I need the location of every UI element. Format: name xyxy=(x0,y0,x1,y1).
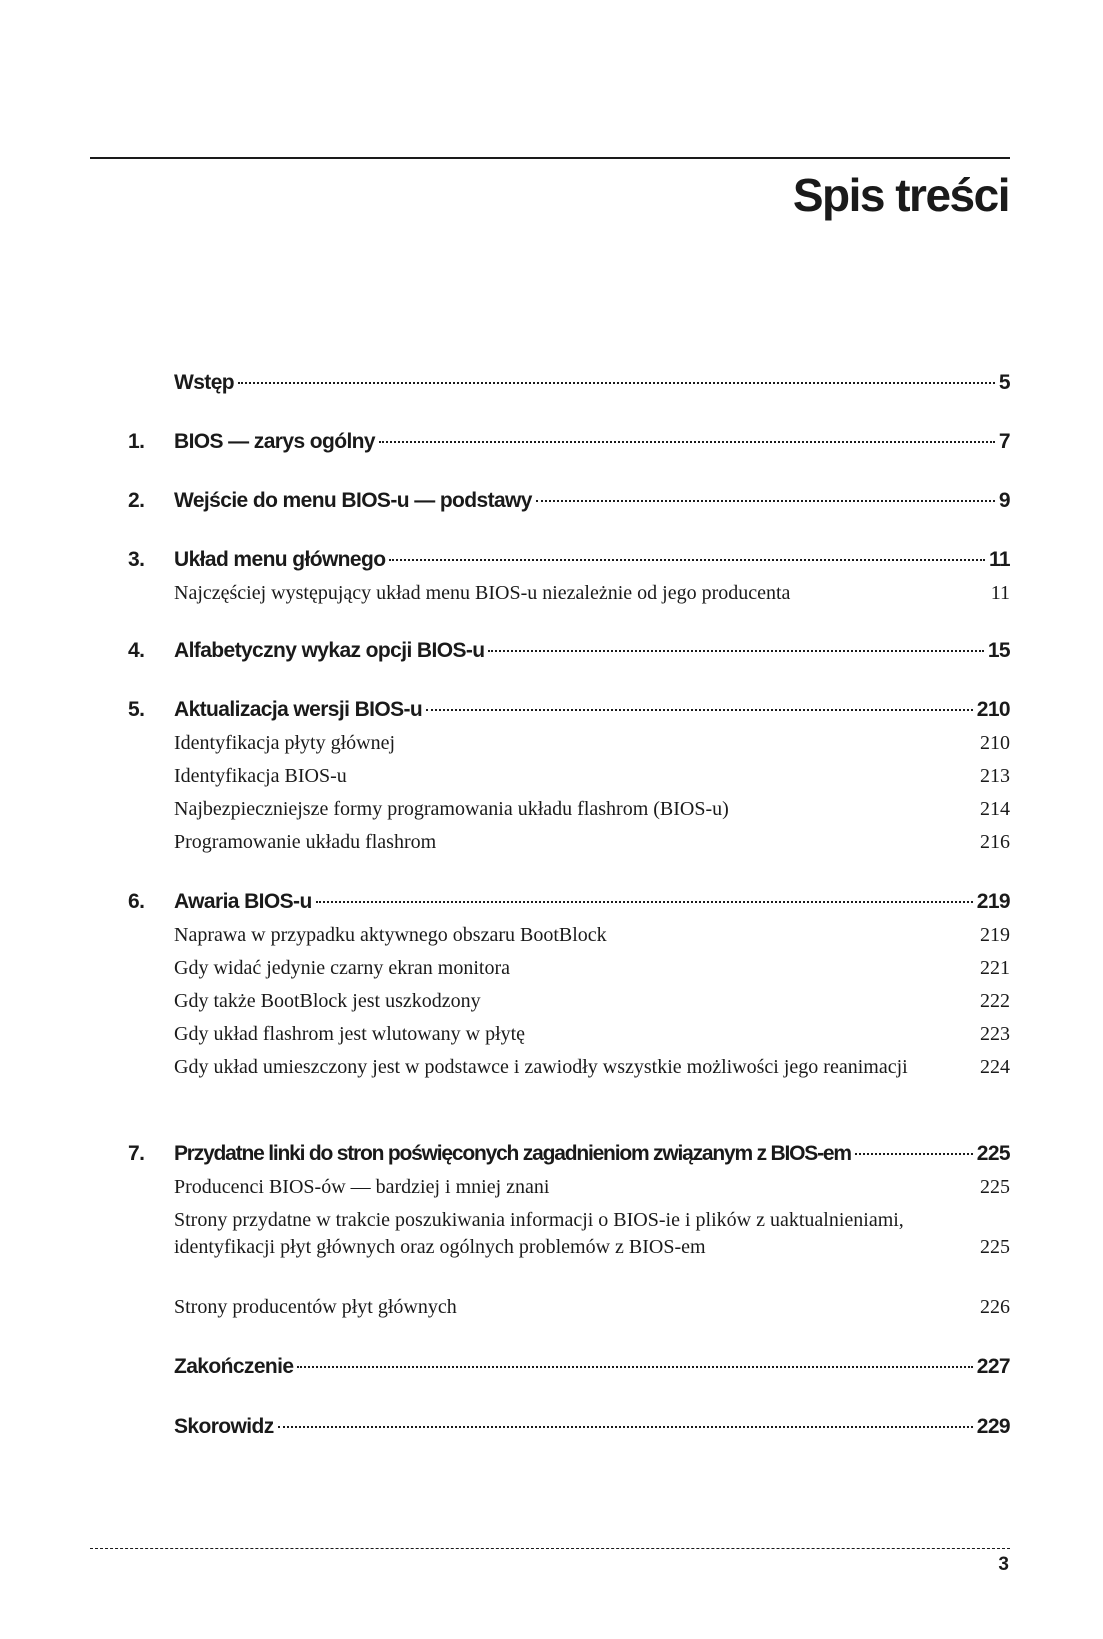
toc-entry-chapter-4[interactable] xyxy=(90,637,1010,665)
page-title: Spis treści xyxy=(792,169,1009,221)
subentry-title: Strony przydatne w trakcie poszukiwania informacji o BIOS-ie i plików z uaktualnieniami, identyfikacji płyt głównych oraz ogólnych problemów z BIOS-em xyxy=(174,1209,904,1258)
toc-subentry[interactable] xyxy=(174,922,1010,949)
toc-subentry[interactable] xyxy=(174,796,1010,823)
subentry-page: 225 xyxy=(980,1176,1010,1198)
dot-leader xyxy=(536,500,995,502)
chapter-number: 2. xyxy=(128,489,145,512)
toc-entry-chapter-6[interactable] xyxy=(90,888,1010,916)
subentry-page: 216 xyxy=(980,831,1010,853)
chapter-page: 15 xyxy=(987,639,1010,662)
subentry-title: Strony producentów płyt głównych xyxy=(174,1296,457,1318)
toc-subentry[interactable] xyxy=(174,988,1010,1015)
chapter-number: 6. xyxy=(128,890,145,913)
dot-leader xyxy=(379,441,995,443)
subentry-page: 225 xyxy=(980,1236,1010,1258)
dot-leader xyxy=(855,1153,973,1155)
toc-subentry[interactable] xyxy=(174,730,1010,757)
top-rule xyxy=(90,157,1010,159)
toc-entry-index[interactable] xyxy=(90,1413,1010,1441)
chapter-title: Wstęp xyxy=(174,371,235,394)
chapter-page: 219 xyxy=(976,890,1010,913)
chapter-number: 4. xyxy=(128,639,145,662)
chapter-page: 5 xyxy=(998,371,1010,394)
subentry-title: Programowanie układu flashrom xyxy=(174,831,437,853)
subentry-title: Najbezpieczniejsze formy programowania układu flashrom (BIOS-u) xyxy=(174,798,729,820)
subentry-title: Identyfikacja płyty głównej xyxy=(174,732,396,754)
toc-subentry[interactable] xyxy=(174,1174,1010,1201)
chapter-page: 210 xyxy=(976,698,1010,721)
subentry-page: 222 xyxy=(980,990,1010,1012)
chapter-title: Alfabetyczny wykaz opcji BIOS-u xyxy=(174,639,485,662)
toc-entry-chapter-2[interactable] xyxy=(90,487,1010,515)
chapter-title: Układ menu głównego xyxy=(174,548,386,571)
toc-subentry[interactable] xyxy=(174,829,1010,856)
subentry-title: Naprawa w przypadku aktywnego obszaru BootBlock xyxy=(174,924,607,946)
toc-subentry[interactable] xyxy=(174,580,1010,607)
toc-entry-intro[interactable] xyxy=(90,369,1010,397)
chapter-number: 3. xyxy=(128,548,145,571)
chapter-number: 1. xyxy=(128,430,145,453)
page-number: 3 xyxy=(998,1554,1009,1575)
chapter-title: Aktualizacja wersji BIOS-u xyxy=(174,698,423,721)
dot-leader xyxy=(316,901,973,903)
subentry-title: Identyfikacja BIOS-u xyxy=(174,765,347,787)
toc-subentry[interactable] xyxy=(174,1021,1010,1048)
dot-leader xyxy=(488,650,983,652)
chapter-title: Zakończenie xyxy=(174,1355,294,1378)
dot-leader xyxy=(426,709,973,711)
subentry-page: 219 xyxy=(980,924,1010,946)
toc-subentry[interactable] xyxy=(174,763,1010,790)
chapter-title: Skorowidz xyxy=(174,1415,274,1438)
subentry-title: Gdy także BootBlock jest uszkodzony xyxy=(174,990,481,1012)
toc-entry-chapter-5[interactable] xyxy=(90,696,1010,724)
subentry-page: 210 xyxy=(980,732,1010,754)
chapter-number: 5. xyxy=(128,698,145,721)
chapter-page: 11 xyxy=(989,548,1010,571)
dot-leader xyxy=(297,1366,972,1368)
subentry-title: Gdy widać jedynie czarny ekran monitora xyxy=(174,957,510,979)
chapter-page: 227 xyxy=(976,1355,1010,1378)
toc-subentry[interactable] xyxy=(174,1294,1010,1321)
subentry-title: Producenci BIOS-ów — bardziej i mniej znani xyxy=(174,1176,550,1198)
subentry-page: 224 xyxy=(980,1056,1010,1078)
subentry-page: 11 xyxy=(990,582,1010,604)
chapter-title: BIOS — zarys ogólny xyxy=(174,430,375,453)
chapter-number: 7. xyxy=(128,1142,145,1165)
dot-leader xyxy=(389,559,985,561)
chapter-title: Przydatne linki do stron poświęconych zagadnieniom związanym z BIOS-em xyxy=(174,1142,851,1165)
subentry-page: 223 xyxy=(980,1023,1010,1045)
toc-entry-chapter-3[interactable] xyxy=(90,546,1010,574)
chapter-page: 7 xyxy=(998,430,1010,453)
chapter-title: Awaria BIOS-u xyxy=(174,890,312,913)
chapter-title: Wejście do menu BIOS-u — podstawy xyxy=(174,489,532,512)
toc-entry-conclusion[interactable] xyxy=(90,1353,1010,1381)
toc-entry-chapter-1[interactable] xyxy=(90,428,1010,456)
toc-subentry[interactable] xyxy=(174,1207,1010,1261)
subentry-page: 214 xyxy=(980,798,1010,820)
subentry-title: Gdy układ flashrom jest wlutowany w płytę xyxy=(174,1023,526,1045)
chapter-page: 229 xyxy=(976,1415,1010,1438)
subentry-page: 213 xyxy=(980,765,1010,787)
subentry-page: 221 xyxy=(980,957,1010,979)
subentry-title: Gdy układ umieszczony jest w podstawce i zawiodły wszystkie możliwości jego reanimacji xyxy=(174,1056,908,1078)
bottom-rule xyxy=(90,1548,1010,1549)
subentry-title: Najczęściej występujący układ menu BIOS-u niezależnie od jego producenta xyxy=(174,582,791,604)
toc-subentry[interactable] xyxy=(174,955,1010,982)
toc-entry-chapter-7[interactable] xyxy=(90,1140,1010,1168)
subentry-page: 226 xyxy=(980,1296,1010,1318)
dot-leader xyxy=(238,382,995,384)
chapter-page: 225 xyxy=(976,1142,1010,1165)
chapter-page: 9 xyxy=(998,489,1010,512)
dot-leader xyxy=(278,1426,973,1428)
toc-subentry[interactable] xyxy=(174,1054,1010,1081)
